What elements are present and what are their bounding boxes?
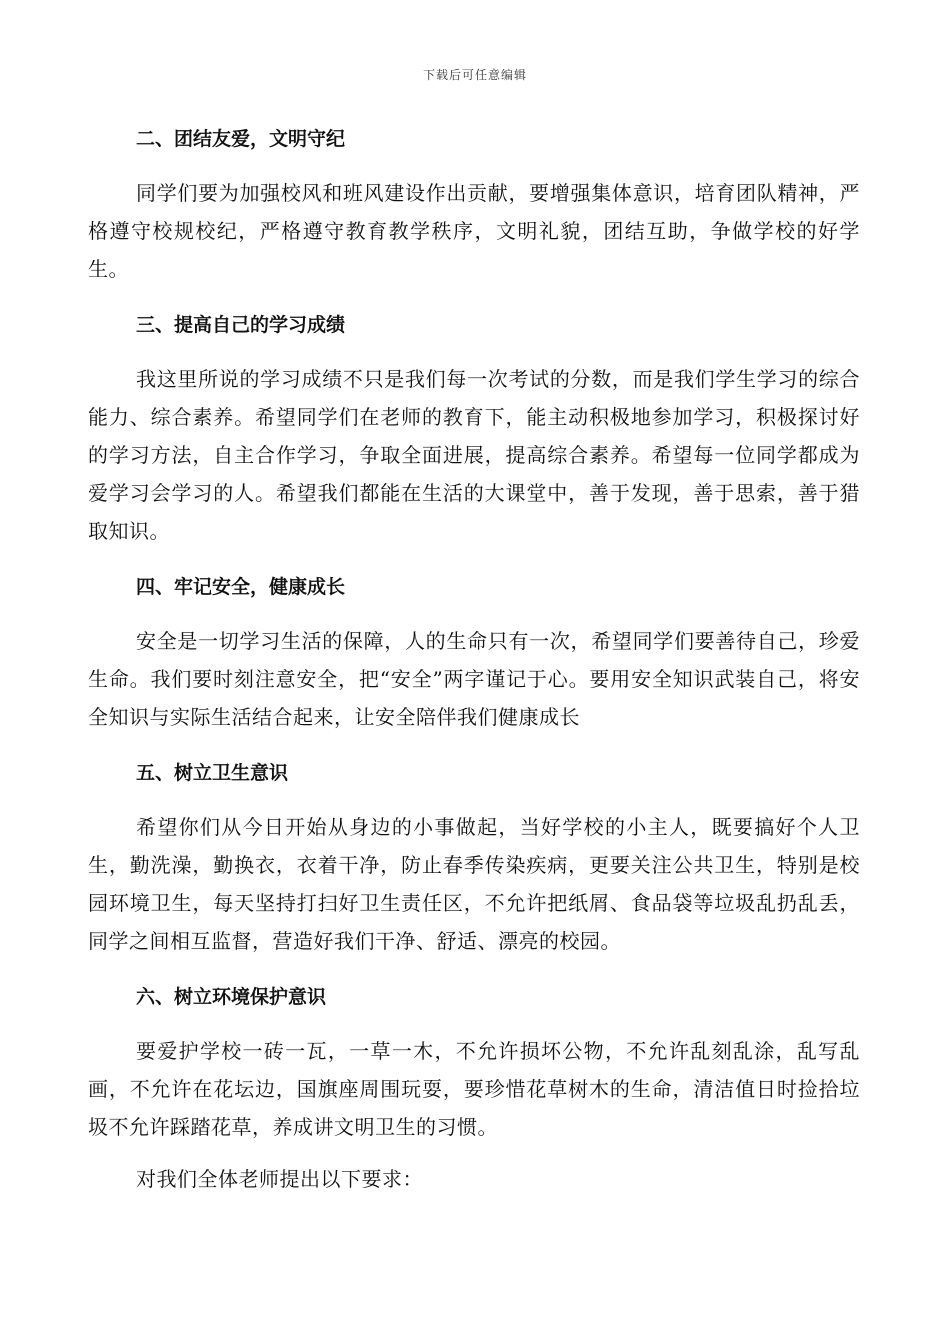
section-heading-2: 二、团结友爱，文明守纪: [136, 128, 346, 150]
section-heading-6: 六、树立环境保护意识: [136, 986, 327, 1008]
section-body-3: 我这里所说的学习成绩不只是我们每一次考试的分数，而是我们学生学习的综合能力、综合素养。希望同学们在老师的教育下，能主动积极地参加学习，积极探讨好的学习方法，自主合作学习，争取全面进展，提高综合素养。希望每一位同学都成为爱学习会学习的人。希望我们都能在生活的大课堂中，善于发现，善于思索，善于猎取知识。: [88, 367, 860, 543]
section-body-4: 安全是一切学习生活的保障，人的生命只有一次，希望同学们要善待自己，珍爱生命。我们要时刻注意安全，把“安全”两字谨记于心。要用安全知识武装自己，将安全知识与实际生活结合起来，让安全陪伴我们健康成长: [88, 629, 860, 729]
header-note: 下载后可任意编辑: [422, 68, 527, 82]
section-body-6: 要爱护学校一砖一瓦，一草一木，不允许损坏公物，不允许乱刻乱涂，乱写乱画，不允许在花坛边，国旗座周围玩耍，要珍惜花草树木的生命，清洁值日时捡拾垃圾不允许踩踏花草，养成讲文明卫生的习惯。: [88, 1039, 860, 1139]
section-heading-4: 四、牢记安全，健康成长: [136, 576, 346, 598]
section-body-2: 同学们要为加强校风和班风建设作出贡献，要增强集体意识，培育团队精神，严格遵守校规校纪，严格遵守教育教学秩序，文明礼貌，团结互助，争做学校的好学生。: [88, 181, 860, 281]
document-body: [88, 116, 860, 1198]
section-heading-5: 五、树立卫生意识: [136, 762, 289, 784]
closing-line: 对我们全体老师提出以下要求：: [136, 1167, 423, 1191]
section-body-5: 希望你们从今日开始从身边的小事做起，当好学校的小主人，既要搞好个人卫生，勤洗澡，勤换衣，衣着干净，防止春季传染疾病，更要关注公共卫生，特别是校园环境卫生，每天坚持打扫好卫生责任区，不允许把纸屑、食品袋等垃圾乱扔乱丢，同学之间相互监督，营造好我们干净、舒适、漂亮的校园。: [88, 815, 860, 953]
section-heading-3: 三、提高自己的学习成绩: [136, 314, 346, 336]
